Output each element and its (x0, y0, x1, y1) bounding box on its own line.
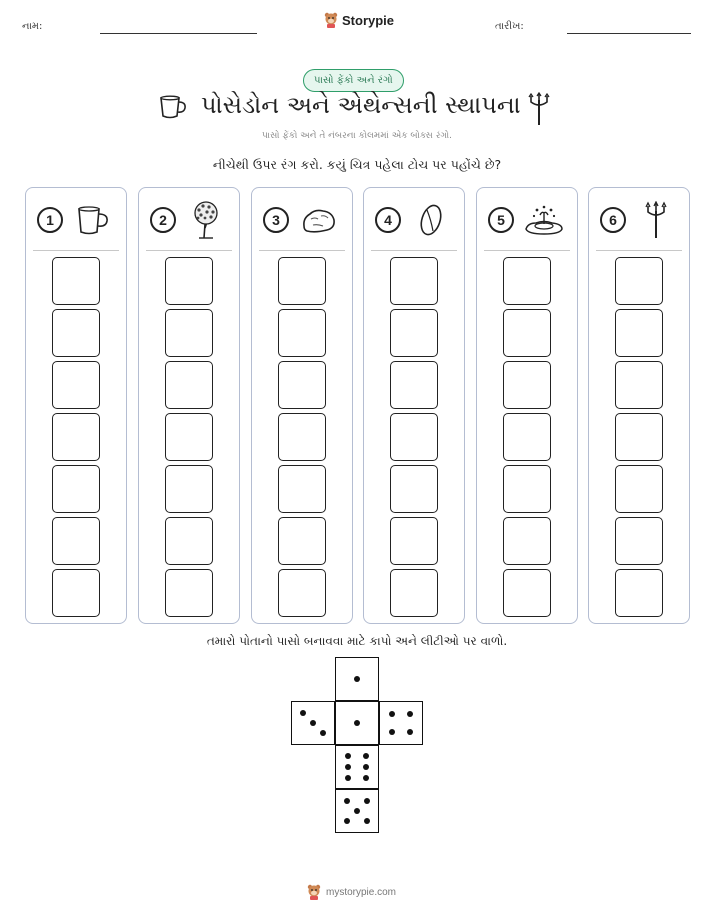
color-box[interactable] (390, 517, 438, 565)
color-box[interactable] (390, 465, 438, 513)
color-box[interactable] (390, 309, 438, 357)
color-box[interactable] (615, 413, 663, 461)
color-box[interactable] (165, 465, 213, 513)
subtitle: પાસો ફેંકો અને તે નંબરના કોલમમાં એક બોક્સ રંગો. (261, 131, 453, 141)
title-trident-icon (527, 92, 551, 130)
color-box[interactable] (615, 309, 663, 357)
color-box[interactable] (503, 361, 551, 409)
color-box[interactable] (503, 517, 551, 565)
die-pip (407, 729, 413, 735)
die-pip (344, 798, 350, 804)
color-box[interactable] (615, 361, 663, 409)
color-box[interactable] (278, 413, 326, 461)
die-pip (363, 775, 369, 781)
color-box[interactable] (278, 465, 326, 513)
column-4 (363, 187, 465, 624)
column-3 (251, 187, 353, 624)
column-2 (138, 187, 240, 624)
spring-icon (521, 200, 567, 240)
color-box[interactable] (390, 257, 438, 305)
color-box[interactable] (52, 309, 100, 357)
die-face-3 (291, 701, 335, 745)
color-box[interactable] (278, 257, 326, 305)
die-face-1 (335, 657, 379, 701)
die-pip (354, 720, 360, 726)
column-divider (371, 250, 457, 251)
color-box[interactable] (503, 309, 551, 357)
color-box[interactable] (615, 517, 663, 565)
color-box[interactable] (615, 569, 663, 617)
column-number: 4 (375, 207, 401, 233)
column-divider (146, 250, 232, 251)
die-pip (389, 729, 395, 735)
name-line[interactable] (100, 33, 257, 34)
die-pip (300, 710, 306, 716)
column-divider (33, 250, 119, 251)
color-box[interactable] (278, 309, 326, 357)
color-box[interactable] (503, 465, 551, 513)
column-5 (476, 187, 578, 624)
cup-icon (70, 200, 116, 240)
date-label: તારીખ: (495, 21, 524, 32)
trident-icon (633, 200, 679, 240)
color-box[interactable] (615, 465, 663, 513)
brand-logo (324, 12, 394, 28)
color-box[interactable] (52, 569, 100, 617)
olive-icon (408, 200, 454, 240)
bear-logo-icon (324, 12, 338, 28)
die-pip (364, 798, 370, 804)
bear-logo-icon (307, 884, 321, 900)
color-box[interactable] (165, 361, 213, 409)
color-box[interactable] (503, 413, 551, 461)
die-pip (389, 711, 395, 717)
color-box[interactable] (52, 361, 100, 409)
color-box[interactable] (52, 413, 100, 461)
column-number: 1 (37, 207, 63, 233)
rock-icon (296, 200, 342, 240)
color-box[interactable] (278, 569, 326, 617)
name-label: નામ: (22, 21, 43, 32)
color-box[interactable] (278, 361, 326, 409)
color-box[interactable] (52, 517, 100, 565)
color-box[interactable] (390, 361, 438, 409)
color-box[interactable] (615, 257, 663, 305)
color-box[interactable] (165, 257, 213, 305)
die-face-4 (379, 701, 423, 745)
color-box[interactable] (165, 517, 213, 565)
color-box[interactable] (503, 257, 551, 305)
die-pip (354, 808, 360, 814)
die-instruction: તમારો પોતાનો પાસો બનાવવા માટે કાપો અને લીટીઓ પર વાળો. (206, 634, 508, 648)
footer-url: mystorypie.com (326, 886, 397, 898)
color-box[interactable] (390, 569, 438, 617)
die-pip (363, 764, 369, 770)
column-1 (25, 187, 127, 624)
footer (307, 884, 396, 900)
die-pip (320, 730, 326, 736)
die-pip (354, 676, 360, 682)
column-divider (596, 250, 682, 251)
die-pip (345, 775, 351, 781)
olive-tree-icon (183, 200, 229, 240)
die-pip (310, 720, 316, 726)
die-face-1 (335, 701, 379, 745)
color-box[interactable] (165, 569, 213, 617)
die-face-6 (335, 745, 379, 789)
column-6 (588, 187, 690, 624)
color-box[interactable] (52, 465, 100, 513)
activity-badge: પાસો ફેંકો અને રંગો (303, 69, 404, 92)
column-number: 2 (150, 207, 176, 233)
title-cup-icon (158, 94, 188, 124)
column-number: 3 (263, 207, 289, 233)
die-pip (363, 753, 369, 759)
color-box[interactable] (52, 257, 100, 305)
date-line[interactable] (567, 33, 691, 34)
column-divider (259, 250, 345, 251)
die-pip (407, 711, 413, 717)
die-pip (344, 818, 350, 824)
color-box[interactable] (390, 413, 438, 461)
color-box[interactable] (165, 309, 213, 357)
brand-name: Storypie (342, 12, 395, 28)
die-pip (345, 753, 351, 759)
column-number: 5 (488, 207, 514, 233)
die-face-5 (335, 789, 379, 833)
column-number: 6 (600, 207, 626, 233)
color-box[interactable] (165, 413, 213, 461)
die-pip (364, 818, 370, 824)
color-box[interactable] (278, 517, 326, 565)
die-pip (345, 764, 351, 770)
page-title: પોસેડોન અને એથેન્સની સ્થાપના (201, 91, 521, 119)
instruction: નીચેથી ઉપર રંગ કરો. કયું ચિત્ર પહેલા ટોચ પર પહોંચે છે? (212, 157, 502, 172)
column-divider (484, 250, 570, 251)
color-box[interactable] (503, 569, 551, 617)
